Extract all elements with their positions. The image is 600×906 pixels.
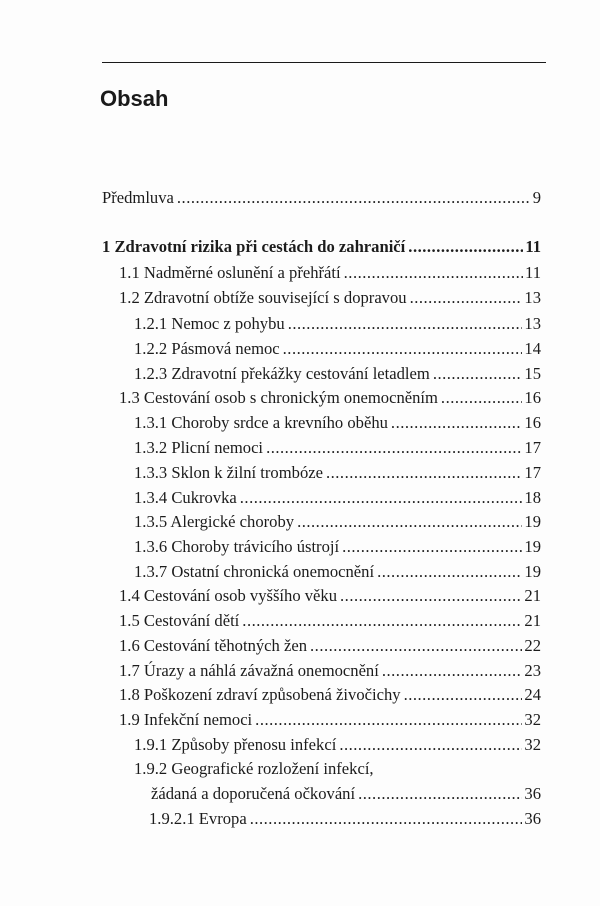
toc-entry-title: 1.3.6 Choroby trávicího ústrojí (134, 537, 340, 556)
toc-entry-1-6[interactable] (119, 636, 541, 656)
dot-leader (433, 364, 523, 384)
toc-page-number: 11 (525, 237, 541, 256)
toc-entry-title: 1.3.1 Choroby srdce a krevního oběhu (134, 413, 388, 432)
dot-leader (288, 314, 523, 334)
dot-leader (242, 611, 522, 631)
toc-entry-1-2-2[interactable] (134, 339, 541, 359)
toc-entry-1-9-2-1[interactable] (149, 809, 541, 829)
toc-entry-predmluva[interactable] (102, 188, 541, 208)
dot-leader (391, 413, 522, 433)
toc-entry-title: 1.1 Nadměrné oslunění a přehřátí (119, 263, 341, 282)
toc-entry-1-2[interactable] (119, 288, 541, 308)
toc-page-number: 36 (524, 809, 541, 828)
dot-leader (404, 685, 523, 705)
toc-page-number: 11 (525, 263, 541, 282)
dot-leader (408, 237, 523, 257)
toc-entry-title: 1.3.7 Ostatní chronická onemocnění (134, 562, 375, 581)
toc-entry-title: 1.4 Cestování osob vyššího věku (119, 586, 338, 605)
toc-page-number: 9 (532, 188, 541, 207)
toc-page-number: 22 (524, 636, 541, 655)
toc-entry-title: 1.2.2 Pásmová nemoc (134, 339, 280, 358)
toc-page-number: 21 (524, 586, 541, 605)
toc-entry-1-3-1[interactable] (134, 413, 541, 433)
toc-entry-title: 1.2 Zdravotní obtíže související s dopravou (119, 288, 407, 307)
toc-entry-title: 1.3 Cestování osob s chronickým onemocněním (119, 388, 438, 407)
toc-entry-title-continuation: žádaná a doporučená očkování (151, 784, 356, 803)
dot-leader (326, 463, 522, 483)
toc-entry-title: 1.6 Cestování těhotných žen (119, 636, 308, 655)
toc-page-number: 18 (524, 488, 541, 507)
toc-page-number: 32 (524, 735, 541, 754)
toc-entry-1-3-2[interactable] (134, 438, 541, 458)
toc-page-number: 16 (524, 413, 541, 432)
toc-entry-title: 1.9 Infekční nemoci (119, 710, 253, 729)
toc-entry-1-1[interactable] (119, 263, 541, 283)
toc-entry-chapter-1[interactable] (102, 237, 541, 257)
dot-leader (410, 288, 523, 308)
dot-leader (310, 636, 522, 656)
toc-page-number: 17 (524, 463, 541, 482)
dot-leader (377, 562, 522, 582)
dot-leader (283, 339, 523, 359)
toc-entry-title: 1.9.1 Způsoby přenosu infekcí (134, 735, 337, 754)
toc-page-number: 17 (524, 438, 541, 457)
dot-leader (339, 735, 522, 755)
page-title: Obsah (100, 86, 169, 111)
toc-page-number: 23 (524, 661, 541, 680)
toc-entry-title: 1.3.2 Plicní nemoci (134, 438, 264, 457)
toc-entry-1-3-3[interactable] (134, 463, 541, 483)
toc-entry-1-3-7[interactable] (134, 562, 541, 582)
dot-leader (255, 710, 522, 730)
toc-entry-title: 1.7 Úrazy a náhlá závažná onemocnění (119, 661, 379, 680)
toc-entry-1-3-5[interactable] (134, 512, 541, 532)
dot-leader (342, 537, 522, 557)
dot-leader (340, 586, 522, 606)
toc-entry-1-3-4[interactable] (134, 488, 541, 508)
toc-page-number: 24 (524, 685, 541, 704)
toc-entry-1-9-1[interactable] (134, 735, 541, 755)
toc-entry-title: 1.2.1 Nemoc z pohybu (134, 314, 285, 333)
toc-page-number: 21 (524, 611, 541, 630)
dot-leader (266, 438, 522, 458)
toc-page-number: 19 (524, 512, 541, 531)
dot-leader (177, 188, 531, 208)
toc-page-number: 15 (524, 364, 541, 383)
toc-entry-title: 1.3.5 Alergické choroby (134, 512, 295, 531)
toc-entry-title: 1.5 Cestování dětí (119, 611, 240, 630)
dot-leader (382, 661, 523, 681)
toc-entry-title: 1.2.3 Zdravotní překážky cestování letadlem (134, 364, 430, 383)
dot-leader (344, 263, 523, 283)
toc-page-number: 19 (524, 562, 541, 581)
toc-entry-title: 1.9.2 Geografické rozložení infekcí, (134, 759, 374, 778)
toc-page-number: 16 (524, 388, 541, 407)
toc-entry-1-2-3[interactable] (134, 364, 541, 384)
toc-entry-1-5[interactable] (119, 611, 541, 631)
dot-leader (250, 809, 523, 829)
dot-leader (297, 512, 522, 532)
dot-leader (240, 488, 523, 508)
dot-leader (358, 784, 522, 804)
toc-entry-title: 1 Zdravotní rizika při cestách do zahraničí (102, 237, 406, 256)
toc-page-number: 13 (524, 288, 541, 307)
toc-entry-title: 1.8 Poškození zdraví způsobená živočichy (119, 685, 401, 704)
toc-page-number: 36 (524, 784, 541, 803)
toc-entry-title: 1.3.4 Cukrovka (134, 488, 237, 507)
toc-entry-title: Předmluva (102, 188, 174, 207)
toc-page-number: 32 (524, 710, 541, 729)
toc-entry-1-3[interactable] (119, 388, 541, 408)
toc-entry-title: 1.9.2.1 Evropa (149, 809, 247, 828)
toc-page-number: 14 (524, 339, 541, 358)
toc-entry-1-9-2[interactable] (134, 759, 374, 779)
toc-entry-1-9-2-continuation[interactable] (151, 784, 541, 804)
toc-page-number: 13 (524, 314, 541, 333)
dot-leader (441, 388, 522, 408)
toc-entry-1-4[interactable] (119, 586, 541, 606)
toc-entry-1-7[interactable] (119, 661, 541, 681)
toc-entry-1-3-6[interactable] (134, 537, 541, 557)
toc-entry-title: 1.3.3 Sklon k žilní trombóze (134, 463, 323, 482)
toc-entry-1-9[interactable] (119, 710, 541, 730)
toc-entry-1-2-1[interactable] (134, 314, 541, 334)
toc-entry-1-8[interactable] (119, 685, 541, 705)
toc-page-number: 19 (524, 537, 541, 556)
